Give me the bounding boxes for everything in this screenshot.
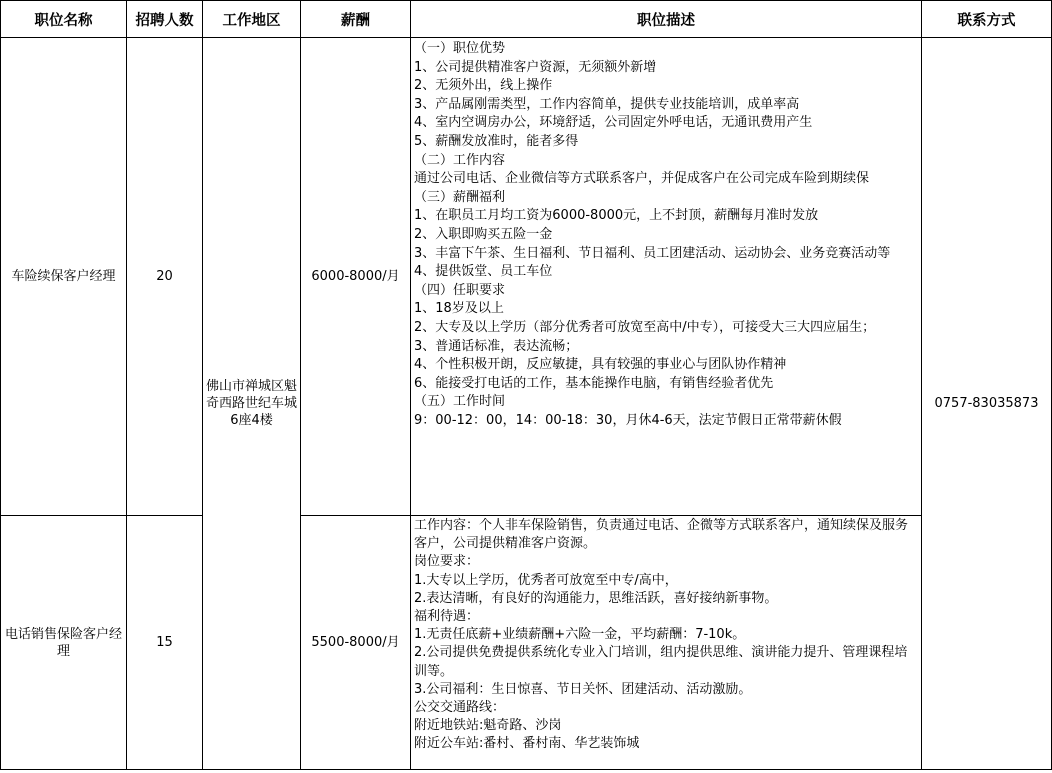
job-description-cell xyxy=(411,516,922,770)
description-line: 附近地铁站:魁奇路、沙岗 xyxy=(414,718,562,734)
description-line: 通过公司电话、企业微信等方式联系客户，并促成客户在公司完成车险到期续保 xyxy=(414,171,870,187)
description-line: 2.公司提供免费提供系统化专业入门培训，组内提供思维、演讲能力提升、管理课程培训等。 xyxy=(414,645,908,679)
description-line: 3、丰富下午茶、生日福利、节日福利、员工团建活动、运动协会、业务竞赛活动等 xyxy=(414,245,891,261)
header-position-name: 职位名称 xyxy=(1,1,127,38)
salary-cell: 6000-8000/月 xyxy=(301,38,411,516)
table-row xyxy=(1,516,1052,770)
description-line: 3、普通话标准，表达流畅； xyxy=(414,338,579,354)
description-line: 1、在职员工月均工资为6000-8000元，上不封顶，薪酬每月准时发放 xyxy=(414,208,819,224)
job-title-cell: 电话销售保险客户经理 xyxy=(1,516,127,770)
job-title-cell: 车险续保客户经理 xyxy=(1,38,127,516)
description-line: 6、能接受打电话的工作，基本能操作电脑，有销售经验者优先 xyxy=(414,375,774,391)
description-line: （四）任职要求 xyxy=(414,282,506,298)
header-job-description: 职位描述 xyxy=(411,1,922,38)
description-line: （二）工作内容 xyxy=(414,152,506,168)
description-line: 3、产品属刚需类型，工作内容简单，提供专业技能培训，成单率高 xyxy=(414,96,800,112)
salary-cell: 5500-8000/月 xyxy=(301,516,411,770)
table-row xyxy=(1,38,1052,516)
description-line: 工作内容：个人非车保险销售，负责通过电话、企微等方式联系客户，通知续保及服务客户，公司提供精准客户资源。 xyxy=(414,518,909,552)
description-line: 2、入职即购买五险一金 xyxy=(414,226,553,242)
description-line: （一）职位优势 xyxy=(414,41,506,56)
description-line: 4、室内空调房办公，环境舒适，公司固定外呼电话，无通讯费用产生 xyxy=(414,115,813,131)
header-row xyxy=(1,1,1052,38)
description-line: 2、大专及以上学历（部分优秀者可放宽至高中/中专），可接受大三大四应届生； xyxy=(414,319,876,335)
description-line: 4、提供饭堂、员工车位 xyxy=(414,264,553,280)
header-salary: 薪酬 xyxy=(301,1,411,38)
description-line: （三）薪酬福利 xyxy=(414,189,506,205)
description-line: 3.公司福利：生日惊喜、节日关怀、团建活动、活动激励。 xyxy=(414,681,752,697)
header-work-location: 工作地区 xyxy=(203,1,301,38)
description-line: 岗位要求： xyxy=(414,554,480,570)
headcount-cell: 15 xyxy=(127,516,203,770)
description-line: （五）工作时间 xyxy=(414,394,506,410)
headcount-cell: 20 xyxy=(127,38,203,516)
description-line: 5、薪酬发放准时，能者多得 xyxy=(414,133,579,149)
description-line: 4、个性积极开朗，反应敏捷，具有较强的事业心与团队协作精神 xyxy=(414,357,787,373)
description-line: 2、无须外出，线上操作 xyxy=(414,78,553,94)
header-contact: 联系方式 xyxy=(922,1,1052,38)
description-line: 附近公车站:番村、番村南、华艺装饰城 xyxy=(414,736,640,752)
description-line: 1.大专以上学历，优秀者可放宽至中专/高中， xyxy=(414,572,678,588)
work-location-cell: 佛山市禅城区魁奇西路世纪车城6座4楼 xyxy=(203,38,301,770)
description-line: 1、公司提供精准客户资源，无须额外新增 xyxy=(414,59,657,75)
header-headcount: 招聘人数 xyxy=(127,1,203,38)
description-line: 1、18岁及以上 xyxy=(414,301,504,317)
contact-cell: 0757-83035873 xyxy=(922,38,1052,770)
description-line: 9：00-12：00，14：00-18：30，月休4-6天，法定节假日正常带薪休假 xyxy=(414,412,842,428)
description-line: 2.表达清晰，有良好的沟通能力，思维活跃，喜好接纳新事物。 xyxy=(414,590,778,606)
description-line: 福利待遇： xyxy=(414,609,480,625)
description-line: 1.无责任底薪+业绩薪酬+六险一金，平均薪酬：7-10k。 xyxy=(414,627,746,643)
job-description-cell xyxy=(411,38,922,516)
description-line: 公交交通路线： xyxy=(414,700,506,716)
